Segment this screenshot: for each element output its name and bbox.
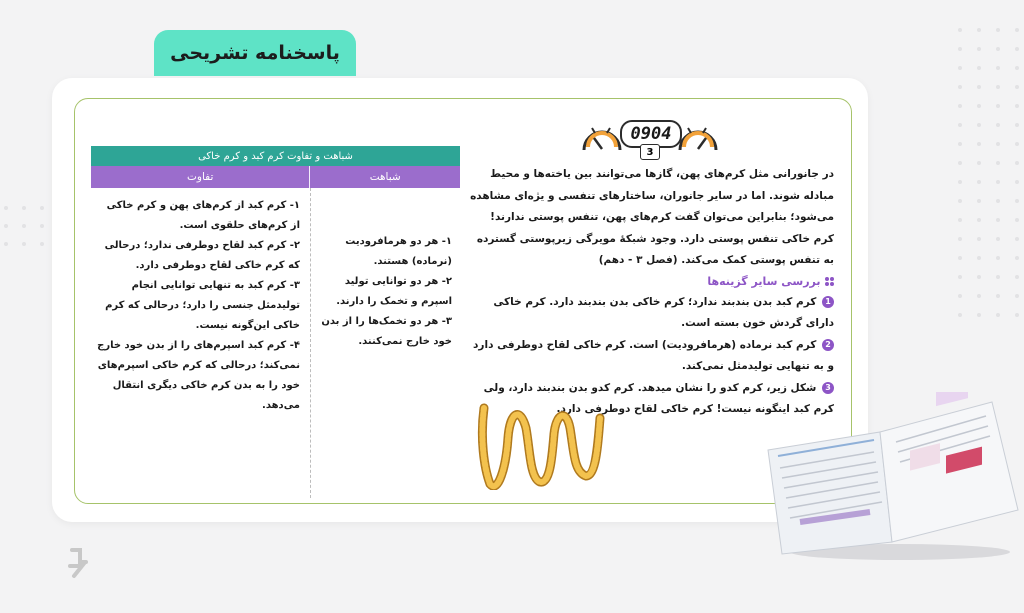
options-heading-label: بررسی سایر گزینه‌ها xyxy=(707,274,821,288)
pattern-dot xyxy=(1015,180,1019,184)
pattern-dot xyxy=(958,47,962,51)
pattern-dot xyxy=(1015,142,1019,146)
difference-item: ۴- کرم کبد اسپرم‌های را از بدن خود خارج نمی‌کند؛ درحالی که کرم خاکی اسپرم‌های خود را به بدن کرم خاکی دیگری انتقال می‌دهد. xyxy=(97,340,300,411)
pattern-dot xyxy=(996,123,1000,127)
pattern-dot xyxy=(958,85,962,89)
similarity-column xyxy=(310,188,460,498)
pattern-dot xyxy=(977,313,981,317)
pattern-dot xyxy=(977,47,981,51)
option-text: کرم کبد نرماده (هرمافرودیت) است. کرم خاکی لقاح دوطرفی دارد و به تنهایی تولیدمثل نمی‌کند. xyxy=(473,338,834,372)
pattern-dot xyxy=(958,123,962,127)
option-item xyxy=(468,292,834,335)
pattern-dot xyxy=(977,256,981,260)
pattern-dot xyxy=(958,66,962,70)
dot-pattern-right xyxy=(958,28,1024,328)
pattern-dot xyxy=(1015,275,1019,279)
pattern-dot xyxy=(40,224,44,228)
difference-item: ۳- کرم کبد به تنهایی توانایی انجام تولیدمثل جنسی را دارد؛ درحالی که کرم خاکی این‌گونه نیست. xyxy=(105,280,300,331)
pattern-dot xyxy=(1015,104,1019,108)
pattern-dot xyxy=(977,66,981,70)
page-title: پاسخنامه تشریحی xyxy=(154,30,356,76)
tapeworm-illustration xyxy=(470,398,610,490)
pattern-dot xyxy=(958,142,962,146)
pattern-dot xyxy=(1015,256,1019,260)
similarity-item: ۱- هر دو هرمافرودیت (نرماده) هستند. xyxy=(345,236,452,267)
pattern-dot xyxy=(977,294,981,298)
pattern-dot xyxy=(996,275,1000,279)
options-heading xyxy=(468,272,834,292)
pattern-dot xyxy=(996,85,1000,89)
pattern-dot xyxy=(996,66,1000,70)
pattern-dot xyxy=(996,28,1000,32)
question-counter xyxy=(580,112,720,156)
pattern-dot xyxy=(996,180,1000,184)
pattern-dot xyxy=(977,275,981,279)
pattern-dot xyxy=(996,256,1000,260)
pattern-dot xyxy=(958,237,962,241)
pattern-dot xyxy=(977,104,981,108)
question-number: 0904 xyxy=(620,120,682,148)
pattern-dot xyxy=(977,199,981,203)
option-number-badge: 2 xyxy=(822,339,834,351)
pattern-dot xyxy=(40,206,44,210)
difference-item: ۲- کرم کبد لقاح دوطرفی ندارد؛ درحالی که کرم خاکی لقاح دوطرفی دارد. xyxy=(104,240,300,271)
option-item xyxy=(468,335,834,378)
option-number-badge: 1 xyxy=(822,296,834,308)
pattern-dot xyxy=(996,237,1000,241)
pattern-dot xyxy=(958,294,962,298)
pattern-dot xyxy=(958,199,962,203)
pattern-dot xyxy=(1015,237,1019,241)
pattern-dot xyxy=(996,218,1000,222)
pattern-dot xyxy=(1015,85,1019,89)
pattern-dot xyxy=(22,242,26,246)
speedometer-left-icon xyxy=(580,116,624,156)
pattern-dot xyxy=(1015,199,1019,203)
similarity-item: ۲- هر دو توانایی تولید اسپرم و تخمک را دارند. xyxy=(336,276,452,307)
option-number-badge: 3 xyxy=(822,382,834,394)
pattern-dot xyxy=(1015,313,1019,317)
pattern-dot xyxy=(958,28,962,32)
table-body xyxy=(91,188,460,498)
pattern-dot xyxy=(40,242,44,246)
pattern-dot xyxy=(977,161,981,165)
pattern-dot xyxy=(1015,294,1019,298)
pattern-dot xyxy=(996,199,1000,203)
pattern-dot xyxy=(958,180,962,184)
pattern-dot xyxy=(996,161,1000,165)
answer-number: 3 xyxy=(640,144,660,160)
pattern-dot xyxy=(4,242,8,246)
table-title: شباهت و تفاوت کرم کبد و کرم خاکی xyxy=(91,146,460,166)
pattern-dot xyxy=(22,224,26,228)
pattern-dot xyxy=(4,224,8,228)
pattern-dot xyxy=(1015,47,1019,51)
pattern-dot xyxy=(996,142,1000,146)
pattern-dot xyxy=(977,123,981,127)
pattern-dot xyxy=(996,313,1000,317)
pattern-dot xyxy=(977,237,981,241)
pattern-dot xyxy=(977,85,981,89)
textbook-illustration xyxy=(760,392,1022,562)
speedometer-right-icon xyxy=(676,116,720,156)
pattern-dot xyxy=(977,218,981,222)
column-header-difference: تفاوت xyxy=(91,166,310,188)
explanation-text xyxy=(468,164,834,421)
pattern-dot xyxy=(958,313,962,317)
pattern-dot xyxy=(977,28,981,32)
comparison-table xyxy=(91,146,460,498)
pattern-dot xyxy=(977,180,981,184)
option-text: شکل زیر، کرم کدو را نشان میدهد. کرم کدو بدن بندبند دارد، ولی کرم کبد اینگونه نیست! کرم خاکی لقاح دوطرفی دارد. xyxy=(483,381,834,415)
pattern-dot xyxy=(1015,123,1019,127)
difference-column xyxy=(91,188,310,498)
option-text: کرم کبد بدن بندبند ندارد؛ کرم خاکی بدن بندبند دارد. کرم خاکی دارای گردش خون بسته است. xyxy=(493,295,834,329)
bullet-grid-icon xyxy=(825,277,835,287)
pattern-dot xyxy=(22,206,26,210)
pattern-dot xyxy=(996,294,1000,298)
difference-item: ۱- کرم کبد از کرم‌های پهن و کرم خاکی از کرم‌های حلقوی است. xyxy=(106,200,300,231)
pattern-dot xyxy=(958,256,962,260)
publisher-logo-icon xyxy=(58,542,98,590)
pattern-dot xyxy=(996,104,1000,108)
pattern-dot xyxy=(977,142,981,146)
pattern-dot xyxy=(958,275,962,279)
pattern-dot xyxy=(1015,218,1019,222)
table-header xyxy=(91,166,460,188)
pattern-dot xyxy=(4,206,8,210)
similarity-item: ۳- هر دو تخمک‌ها را از بدن خود خارج نمی‌کنند. xyxy=(321,316,452,347)
pattern-dot xyxy=(958,218,962,222)
pattern-dot xyxy=(958,161,962,165)
pattern-dot xyxy=(958,104,962,108)
pattern-dot xyxy=(1015,66,1019,70)
pattern-dot xyxy=(996,47,1000,51)
pattern-dot xyxy=(1015,28,1019,32)
column-header-similarity: شباهت xyxy=(310,166,460,188)
pattern-dot xyxy=(1015,161,1019,165)
explanation-paragraph: در جانورانی مثل کرم‌های پهن، گازها می‌توانند بین یاخته‌ها و محیط مبادله شوند. اما در سایر جانوران، ساختارهای تنفسی و یژه‌ای مشاهده می‌شود؛ بنابراین می‌توان گفت کرم‌های پهن، تنفس پوستی ندارند! کرم خاکی تنفس پوستی دارد. وجود شبکهٔ مویرگی زیرپوستی گسترده به تنفس پوستی کمک می‌کند. (فصل ۳ - دهم) xyxy=(470,168,834,266)
